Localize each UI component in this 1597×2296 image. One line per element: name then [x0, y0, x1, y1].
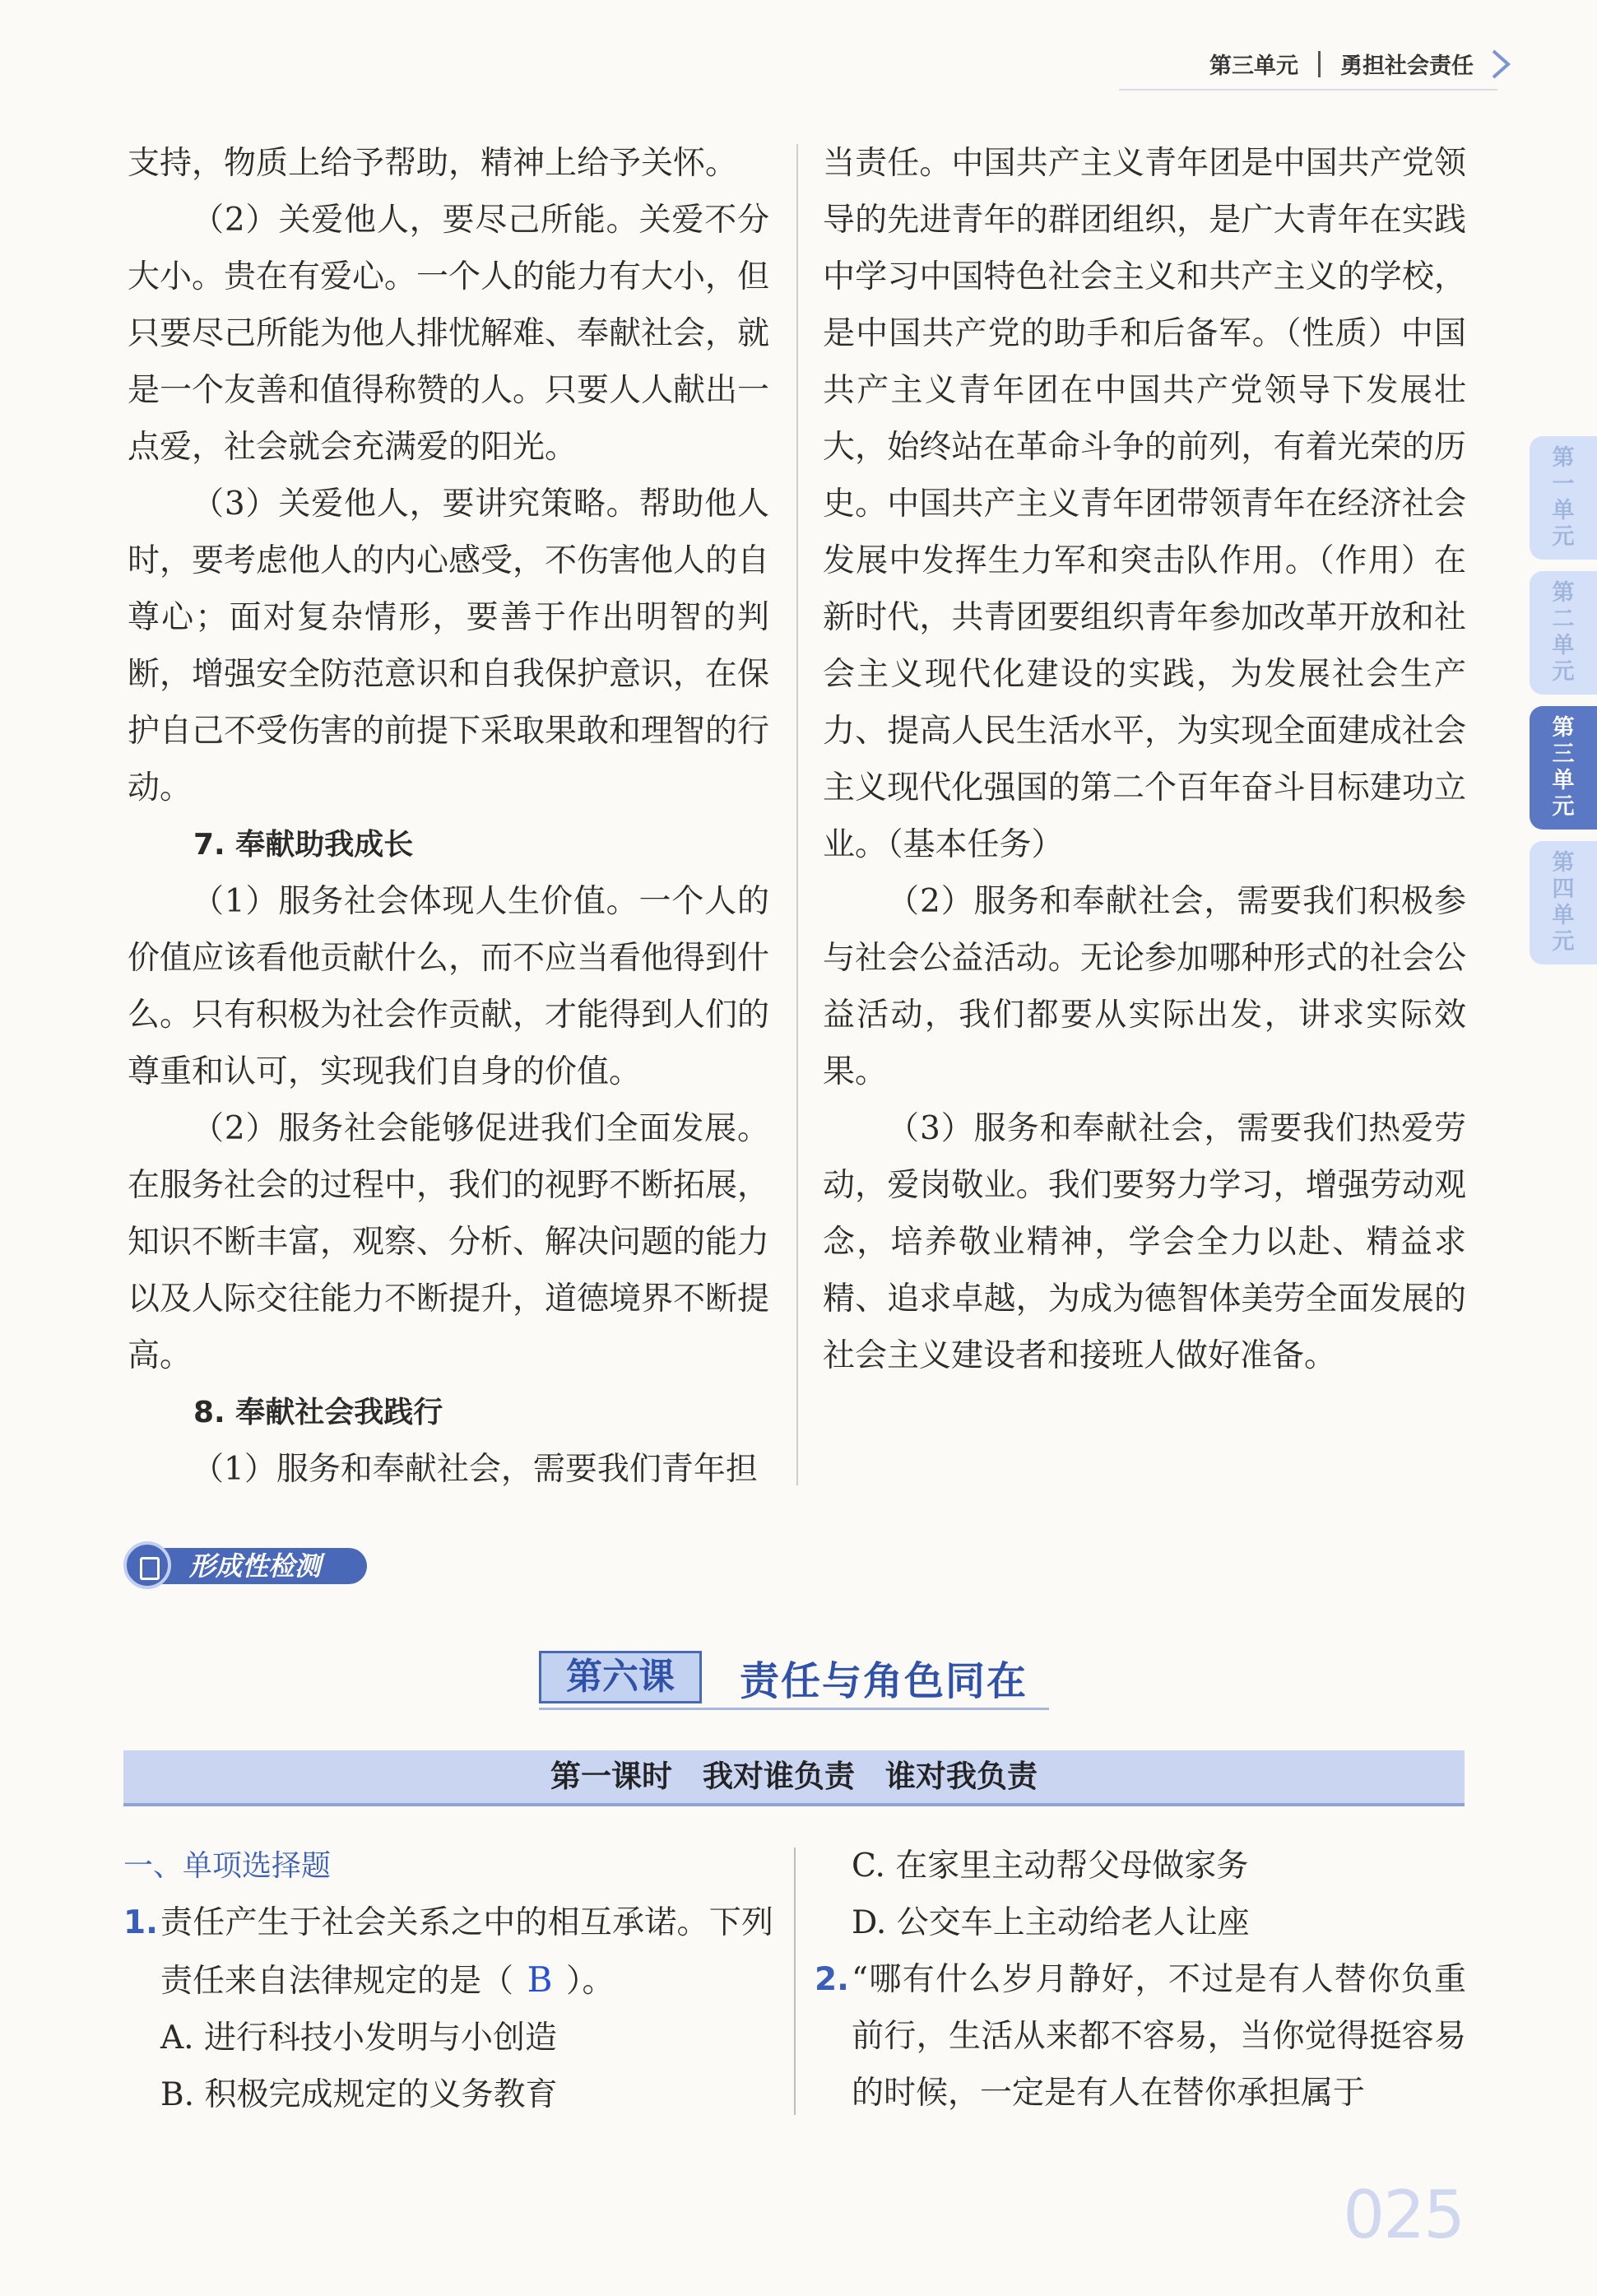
option-b: B. 积极完成规定的义务教育	[160, 2076, 558, 2113]
paragraph: （2）关爱他人，要尽己所能。关爱不分大小。贵在有爱心。一个人的能力有大小，但只要尽己所能为他人排忧解难、奉献社会，就是一个友善和值得称赞的人。只要人人献出一点爱，社会就会充满爱的阳光。	[128, 202, 770, 466]
tab-unit-1[interactable]: 第一单元	[1530, 436, 1597, 560]
questions-right	[815, 1838, 1466, 2122]
question-section-title: 一、单项选择题	[123, 1849, 332, 1883]
question-stem: 责任产生于社会关系之中的相互承诺。下列责任来自法律规定的是（	[160, 1904, 773, 2000]
header-separator	[1318, 51, 1321, 77]
chevron-right-icon	[1488, 48, 1513, 81]
unit-tabs	[1530, 436, 1597, 976]
column-divider	[796, 144, 798, 1485]
tab-unit-3[interactable]: 第三单元	[1530, 706, 1597, 830]
section-badge	[123, 1541, 370, 1589]
heading-7: 7. 奉献助我成长	[193, 828, 414, 862]
paragraph: （3）关爱他人，要讲究策略。帮助他人时，要考虑他人的内心感受，不伤害他人的自尊心；面对复杂情形，要善于作出明智的判断，增强安全防范意识和自我保护意识，在保护自己不受伤害的前提下采取果敢和理智的行动。	[128, 486, 770, 806]
paragraph: （2）服务社会能够促进我们全面发展。在服务社会的过程中，我们的视野不断拓展，知识不断丰富，观察、分析、解决问题的能力以及人际交往能力不断提升，道德境界不断提高。	[128, 1110, 770, 1374]
section-badge-label: 形成性检测	[189, 1550, 322, 1582]
column-divider	[794, 1847, 796, 2115]
heading-8: 8. 奉献社会我践行	[193, 1396, 443, 1429]
paragraph: （2）服务和奉献社会，需要我们积极参与社会公益活动。无论参加哪种形式的社会公益活动，我们都要从实际出发，讲求实际效果。	[823, 883, 1466, 1090]
period-banner: 第一课时 我对谁负责 谁对我负责	[123, 1750, 1465, 1806]
left-text-column	[128, 135, 769, 1498]
option-d: D. 公交车上主动给老人让座	[852, 1904, 1250, 1941]
header-unit: 第三单元	[1209, 53, 1298, 79]
paragraph: （1）服务和奉献社会，需要我们青年担	[192, 1451, 758, 1488]
header-rule	[1119, 89, 1497, 91]
question-2	[815, 1951, 1466, 2122]
paragraph: （1）服务社会体现人生价值。一个人的价值应该看他贡献什么，而不应当看他得到什么。只有积极为社会作贡献，才能得到人们的尊重和认可，实现我们自身的价值。	[128, 883, 770, 1090]
question-stem: “哪有什么岁月静好，不过是有人替你负重前行，生活从来都不容易，当你觉得挺容易的时候，一定是有人在替你承担属于	[852, 1961, 1466, 2112]
running-header	[1209, 48, 1474, 80]
question-number: 1.	[123, 1904, 158, 1941]
lesson-underline	[539, 1708, 1049, 1710]
lesson-number: 第六课	[539, 1651, 702, 1703]
document-icon	[123, 1541, 171, 1589]
option-a: A. 进行科技小发明与小创造	[160, 2019, 557, 2057]
answer-mark: B	[527, 1959, 553, 2000]
tab-unit-2[interactable]: 第二单元	[1530, 571, 1597, 695]
paragraph: 支持，物质上给予帮助，精神上给予关怀。	[128, 145, 738, 182]
question-1: 1. 责任产生于社会关系之中的相互承诺。下列责任来自法律规定的是（ B ）。	[123, 1894, 773, 2010]
header-title: 勇担社会责任	[1340, 53, 1474, 79]
paragraph: 当责任。中国共产主义青年团是中国共产党领导的先进青年的群团组织，是广大青年在实践中学习中国特色社会主义和共产主义的学校，是中国共产党的助手和后备军。（性质）中国共产主义青年团在中国共产党领导下发展壮大，始终站在革命斗争的前列，有着光荣的历史。中国共产主义青年团带领青年在经济社会发展中发挥生力军和突击队作用。（作用）在新时代，共青团要组织青年参加改革开放和社会主义现代化建设的实践，为发展社会生产力、提高人民生活水平，为实现全面建成社会主义现代化强国的第二个百年奋斗目标建功立业。（基本任务）	[823, 145, 1466, 863]
right-text-column	[823, 135, 1466, 1384]
tab-unit-4[interactable]: 第四单元	[1530, 841, 1597, 964]
lesson-title	[539, 1651, 1028, 1703]
questions-left	[123, 1838, 773, 2123]
option-c: C. 在家里主动帮父母做家务	[852, 1847, 1249, 1885]
lesson-name: 责任与角色同在	[740, 1657, 1028, 1704]
page-number: 025	[1343, 2177, 1464, 2253]
question-number: 2.	[815, 1961, 849, 1998]
paragraph: （3）服务和奉献社会，需要我们热爱劳动，爱岗敬业。我们要努力学习，增强劳动观念，培养敬业精神，学会全力以赴、精益求精、追求卓越，为成为德智体美劳全面发展的社会主义建设者和接班人做好准备。	[823, 1110, 1466, 1374]
